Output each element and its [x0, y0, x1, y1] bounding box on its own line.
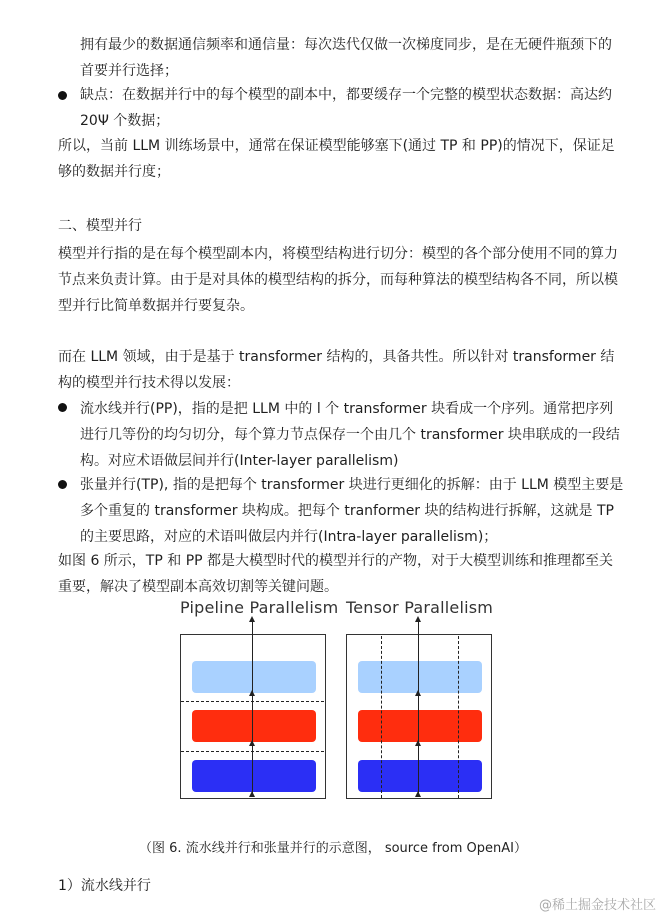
- paragraph-summary: 所以，当前 LLM 训练场景中，通常在保证模型能够塞下(通过 TP 和 PP)的情况下，保证足够的数据并行度；: [58, 138, 615, 180]
- bullet-tensor-parallel: 张量并行(TP), 指的是把每个 transformer 块进行更细化的拆解：由于 LLM 模型主要是多个重复的 transformer 块构成。把每个 tranformer 块的结构进行拆解，这就是 TP 的主要思路，对应的术语叫做层内并行(Intra-layer parallelism)；: [80, 477, 624, 545]
- up-arrow-icon: [249, 690, 255, 696]
- tensor-layer-blue: [358, 760, 482, 792]
- paragraph-data-parallel-pros-cont: 拥有最少的数据通信频率和通信量：每次迭代仅做一次梯度同步，是在无硬件瓶颈下的首要并行选择；: [80, 37, 612, 79]
- figure-caption: （图 6. 流水线并行和张量并行的示意图， source from OpenAI）: [139, 841, 527, 856]
- tensor-flow-line: [418, 620, 419, 796]
- up-arrow-icon: [415, 616, 421, 622]
- pipeline-panel: [180, 634, 326, 799]
- pipeline-layer-light: [192, 661, 316, 693]
- tensor-layer-red: [358, 710, 482, 742]
- up-arrow-icon: [249, 616, 255, 622]
- up-arrow-icon: [415, 740, 421, 746]
- bullet-dot: [58, 403, 67, 412]
- bullet-dot: [58, 480, 67, 489]
- up-arrow-icon: [415, 690, 421, 696]
- up-arrow-icon: [415, 791, 421, 797]
- watermark: @稀土掘金技术社区: [538, 898, 656, 913]
- pipeline-flow-line: [252, 620, 253, 796]
- tensor-split-divider: [458, 636, 459, 798]
- bullet-dot: [58, 91, 67, 100]
- figure-parallelism-diagram: [176, 598, 496, 820]
- up-arrow-icon: [249, 791, 255, 797]
- paragraph-figure-intro: 如图 6 所示，TP 和 PP 都是大模型时代的模型并行的产物，对于大模型训练和推理都至关重要，解决了模型副本高效切割等关键问题。: [58, 553, 614, 595]
- bullet-data-parallel-cons: 缺点：在数据并行中的每个模型的副本中，都要缓存一个完整的模型状态数据：高达约20Ψ 个数据；: [80, 87, 612, 129]
- paragraph-model-parallel: 模型并行指的是在每个模型副本内，将模型结构进行切分：模型的各个部分使用不同的算力节点来负责计算。由于是对具体的模型结构的拆分，而每种算法的模型结构各不同，所以模型并行比简单数据并行要复杂。: [58, 246, 618, 314]
- subheading-pipeline-parallel: 1）流水线并行: [58, 878, 151, 894]
- tensor-panel: [346, 634, 492, 799]
- up-arrow-icon: [249, 740, 255, 746]
- tensor-parallelism-title: Tensor Parallelism: [346, 598, 494, 617]
- tensor-split-divider: [381, 636, 382, 798]
- pipeline-layer-blue: [192, 760, 316, 792]
- section-heading-model-parallel: 二、模型并行: [58, 218, 142, 234]
- pipeline-parallelism-title: Pipeline Parallelism: [180, 598, 339, 617]
- bullet-pipeline-parallel: 流水线并行(PP)，指的是把 LLM 中的 l 个 transformer 块看成一个序列。通常把序列进行几等份的均匀切分，每个算力节点保存一个由几个 transformer 块串联成的一段结构。对应术语做层间并行(Inter-layer parallelism): [80, 401, 620, 469]
- tensor-layer-light: [358, 661, 482, 693]
- paragraph-llm-transformer: 而在 LLM 领域，由于是基于 transformer 结构的，具备共性。所以针对 transformer 结构的模型并行技术得以发展：: [58, 349, 615, 391]
- pipeline-layer-red: [192, 710, 316, 742]
